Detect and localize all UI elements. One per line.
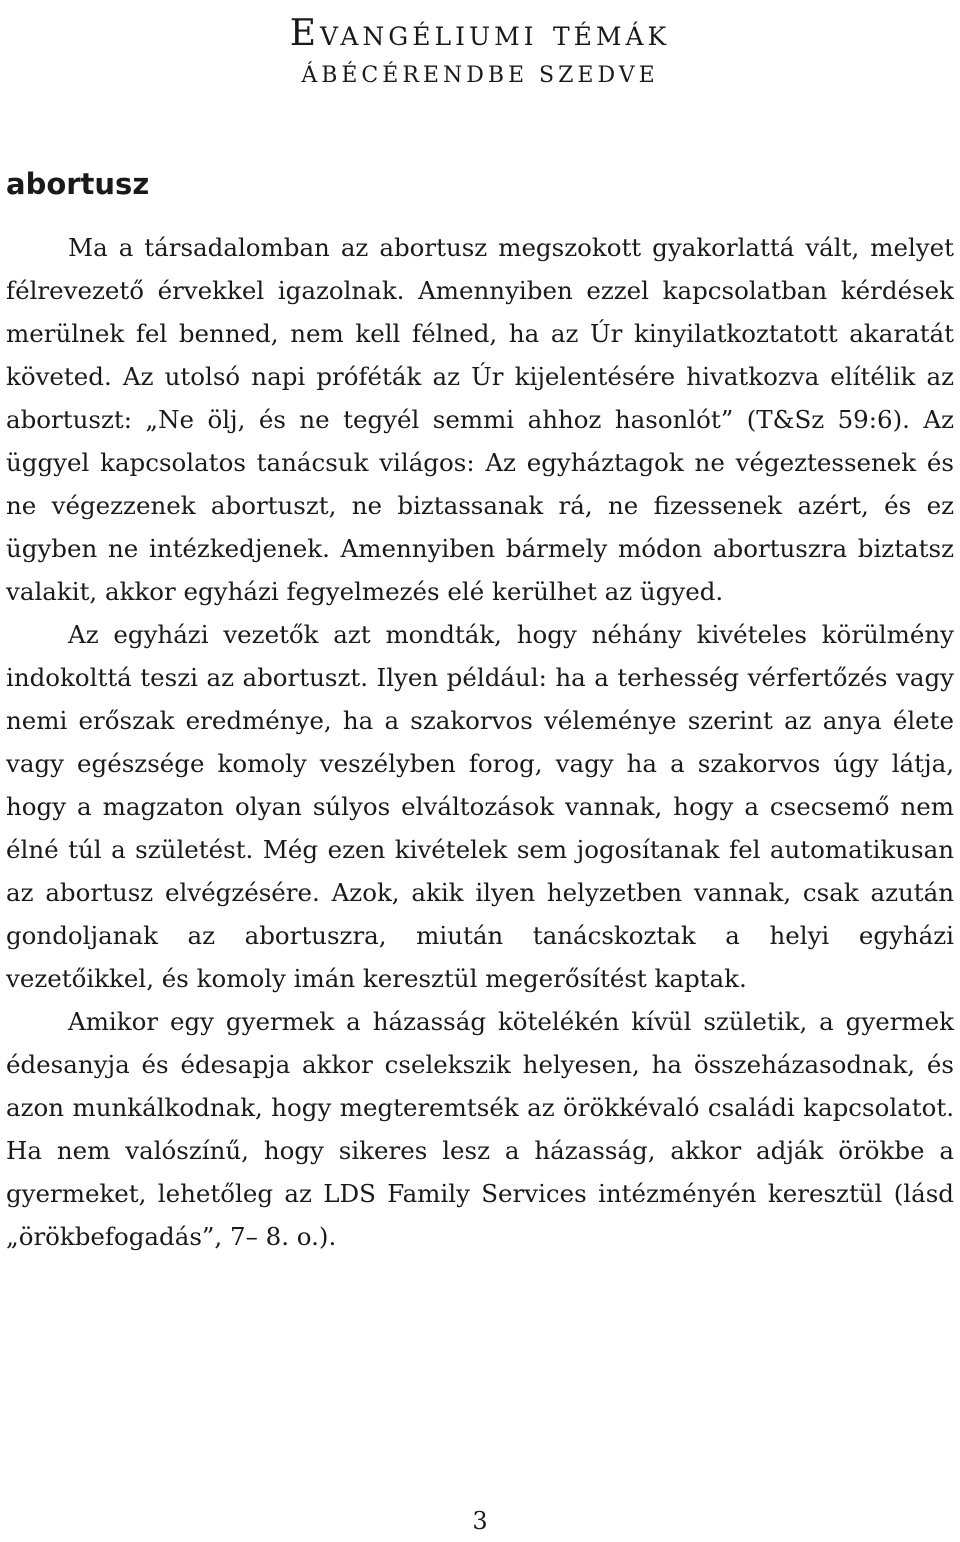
page-title: Evangéliumi témák	[289, 13, 671, 54]
paragraph: Ma a társadalomban az abortusz megszokott gyakorlattá vált, melyet félrevezető érvekkel igazolnak. Amennyiben ezzel kapcsolatban kérdések merülnek fel benned, nem kell félned, ha az Úr kinyilatkoztatott akaratát követed. Az utolsó napi próféták az Úr kijelentésére hivatkozva elítélik az abortuszt: „Ne ölj, és ne tegyél semmi ahhoz hasonlót” (T&Sz 59:6). Az üggyel kapcsolatos tanácsuk világos: Az egyháztagok ne végeztessenek és ne végezzenek abortuszt, ne biztassanak rá, ne fizessenek azért, és ez ügyben ne intézkedjenek. Amennyiben bármely módon abortuszra biztatsz valakit, akkor egyházi fegyelmezés elé kerülhet az ügyed.	[6, 233, 954, 606]
page-number: 3	[472, 1507, 488, 1535]
page-header	[0, 12, 960, 90]
page-subtitle: ÁBÉCÉRENDBE SZEDVE	[301, 63, 659, 88]
topic-body	[6, 226, 954, 1258]
paragraph: Amikor egy gyermek a házasság kötelékén kívül születik, a gyermek édesanyja és édesapja akkor cselekszik helyesen, ha összeházasodnak, és azon munkálkodnak, hogy megteremtsék az örökkévaló családi kapcsolatot. Ha nem valószínű, hogy sikeres lesz a házasság, akkor adják örökbe a gyermeket, lehetőleg az LDS Family Services intézményén keresztül (lásd „örökbefogadás”, 7– 8. o.).	[6, 1007, 954, 1251]
paragraph: Az egyházi vezetők azt mondták, hogy néhány kivételes körülmény indokolttá teszi az abortuszt. Ilyen például: ha a terhesség vérfertőzés vagy nemi erőszak eredménye, ha a szakorvos véleménye szerint az anya élete vagy egészsége komoly veszélyben forog, vagy ha a szakorvos úgy látja, hogy a magzaton olyan súlyos elváltozások vannak, hogy a csecsemő nem élné túl a születést. Még ezen kivételek sem jogosítanak fel automatikusan az abortusz elvégzésére. Azok, akik ilyen helyzetben vannak, csak azután gondoljanak az abortuszra, miután tanácskoztak a helyi egyházi vezetőikkel, és komoly imán keresztül megerősítést kaptak.	[6, 620, 954, 993]
topic-heading: abortusz	[6, 167, 150, 201]
